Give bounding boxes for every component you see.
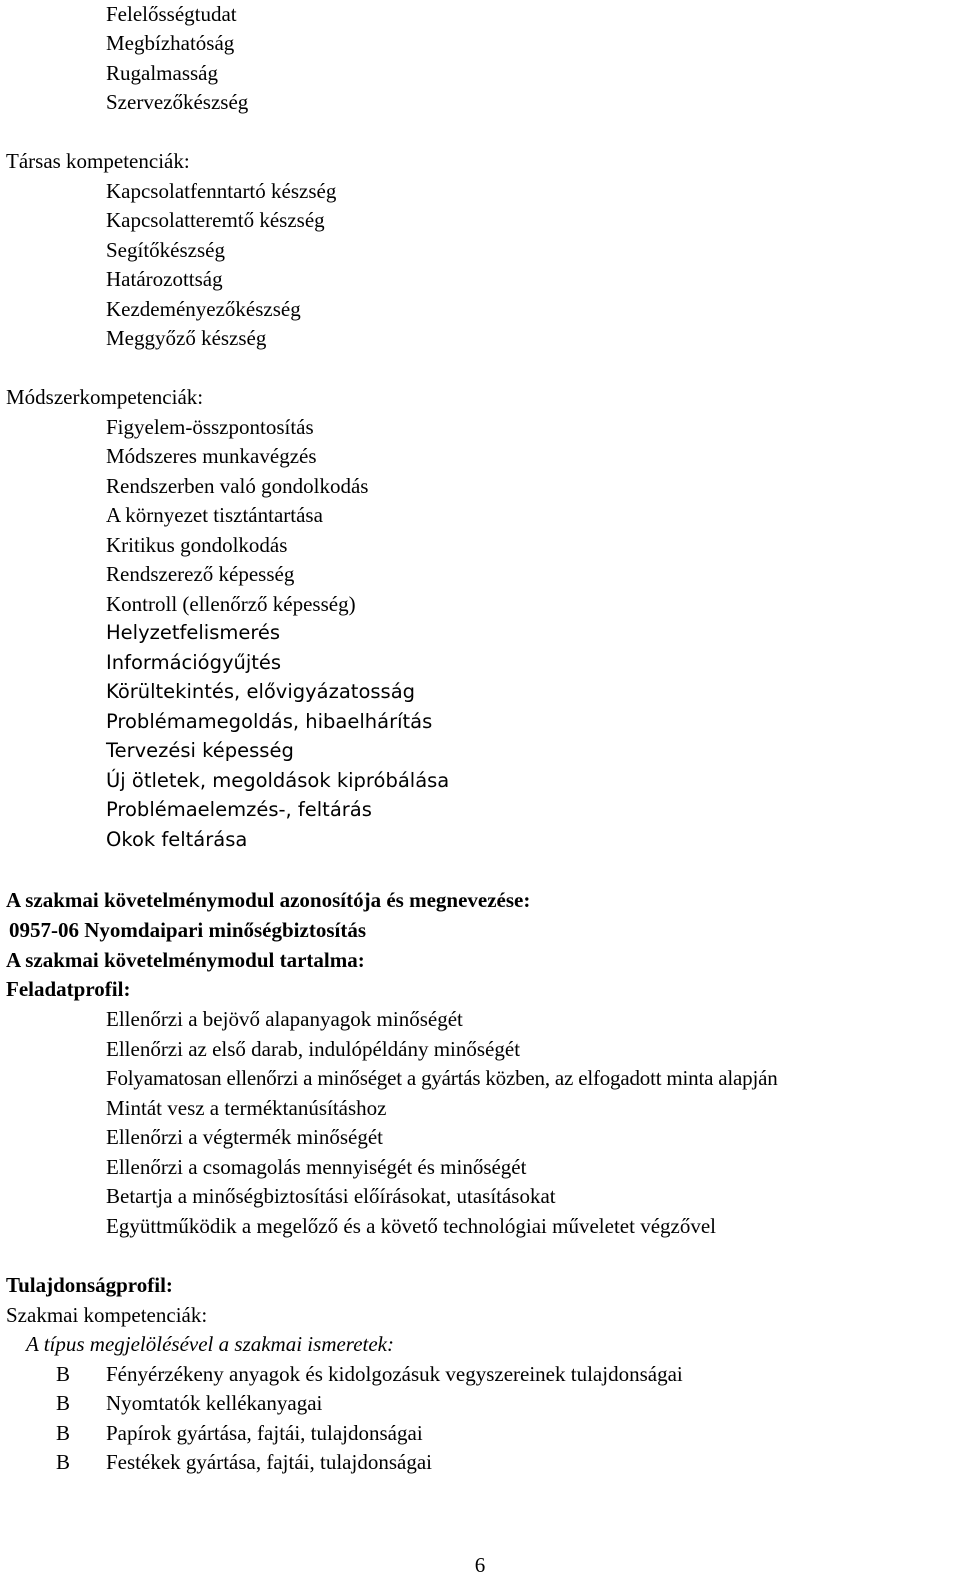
task-item: Betartja a minőségbiztosítási előírásokat, utasításokat xyxy=(106,1184,556,1208)
knowledge-text: Fényérzékeny anyagok és kidolgozásuk vegyszereinek tulajdonságai xyxy=(106,1362,683,1386)
task-item: Ellenőrzi a bejövő alapanyagok minőségét xyxy=(106,1007,463,1031)
knowledge-heading: A típus megjelölésével a szakmai ismeretek: xyxy=(26,1332,394,1356)
method-competencies-heading: Módszerkompetenciák: xyxy=(6,385,204,409)
social-item: Meggyőző készség xyxy=(106,326,267,350)
method-item: Rendszerben való gondolkodás xyxy=(106,474,369,498)
social-item: Kapcsolatfenntartó készség xyxy=(106,179,337,203)
method-item: Módszeres munkavégzés xyxy=(106,444,317,468)
personal-item: Szervezőkészség xyxy=(106,90,249,114)
method-item: Körültekintés, elővigyázatosság xyxy=(106,680,416,703)
page-number: 6 xyxy=(474,1553,486,1577)
social-item: Határozottság xyxy=(106,267,223,291)
method-item: Kritikus gondolkodás xyxy=(106,533,288,557)
knowledge-type: B xyxy=(56,1421,71,1445)
method-item: Információgyűjtés xyxy=(106,651,282,674)
knowledge-type: B xyxy=(56,1362,71,1386)
method-item: A környezet tisztántartása xyxy=(106,503,323,527)
task-item: Mintát vesz a terméktanúsításhoz xyxy=(106,1096,387,1120)
knowledge-row xyxy=(0,1421,960,1445)
method-item: Új ötletek, megoldások kipróbálása xyxy=(106,769,450,792)
task-item: Ellenőrzi a végtermék minőségét xyxy=(106,1125,383,1149)
social-competencies-heading: Társas kompetenciák: xyxy=(6,149,190,173)
personal-item: Megbízhatóság xyxy=(106,31,235,55)
knowledge-row xyxy=(0,1362,960,1386)
method-item: Problémamegoldás, hibaelhárítás xyxy=(106,710,433,733)
task-item: Ellenőrzi a csomagolás mennyiségét és minőségét xyxy=(106,1155,527,1179)
task-profile-heading: Feladatprofil: xyxy=(6,977,131,1001)
knowledge-row xyxy=(0,1450,960,1474)
method-item: Figyelem-összpontosítás xyxy=(106,415,314,439)
personal-item: Rugalmasság xyxy=(106,61,218,85)
method-item: Rendszerező képesség xyxy=(106,562,295,586)
knowledge-type: B xyxy=(56,1391,71,1415)
knowledge-text: Festékek gyártása, fajtái, tulajdonságai xyxy=(106,1450,432,1474)
knowledge-text: Nyomtatók kellékanyagai xyxy=(106,1391,323,1415)
social-item: Kezdeményezőkészség xyxy=(106,297,301,321)
method-item: Problémaelemzés-, feltárás xyxy=(106,798,372,821)
task-item: Együttműködik a megelőző és a követő technológiai műveletet végzővel xyxy=(106,1214,716,1238)
task-item: Folyamatosan ellenőrzi a minőséget a gyártás közben, az elfogadott minta alapján xyxy=(106,1066,778,1090)
knowledge-text: Papírok gyártása, fajtái, tulajdonságai xyxy=(106,1421,423,1445)
method-item: Kontroll (ellenőrző képesség) xyxy=(106,592,356,616)
method-item: Tervezési képesség xyxy=(106,739,294,762)
task-item: Ellenőrzi az első darab, indulópéldány minőségét xyxy=(106,1037,521,1061)
property-profile-heading: Tulajdonságprofil: xyxy=(6,1273,173,1297)
module-id-heading: A szakmai követelménymodul azonosítója és megnevezése: xyxy=(6,888,531,912)
knowledge-type: B xyxy=(56,1450,71,1474)
module-id-value: 0957-06 Nyomdaipari minőségbiztosítás xyxy=(9,918,366,942)
social-item: Kapcsolatteremtő készség xyxy=(106,208,325,232)
professional-competencies-heading: Szakmai kompetenciák: xyxy=(6,1303,208,1327)
method-item: Okok feltárása xyxy=(106,828,248,851)
module-content-heading: A szakmai követelménymodul tartalma: xyxy=(6,948,365,972)
personal-item: Felelősségtudat xyxy=(106,2,237,26)
knowledge-row xyxy=(0,1391,960,1415)
social-item: Segítőkészség xyxy=(106,238,225,262)
method-item: Helyzetfelismerés xyxy=(106,621,281,644)
